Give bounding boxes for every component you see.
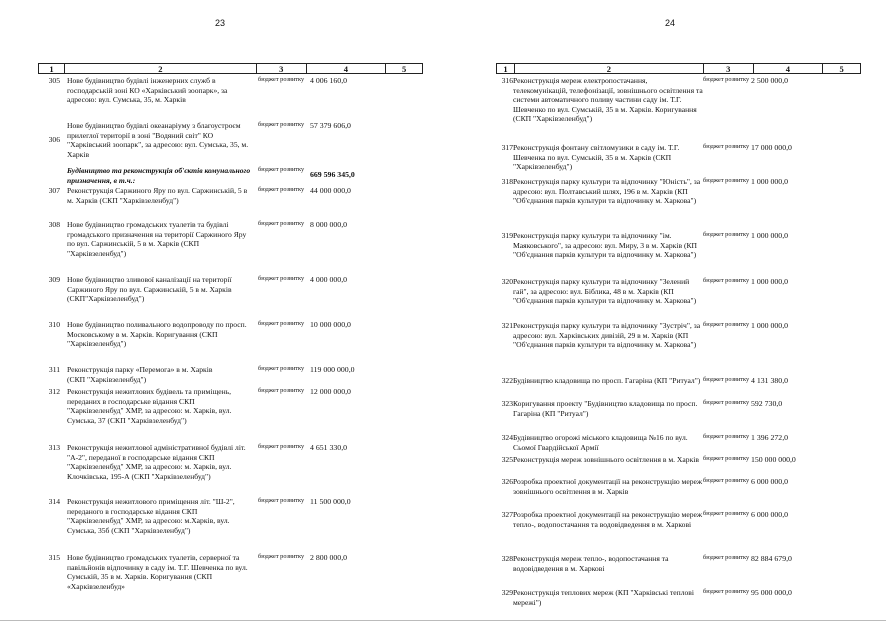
row-source: бюджет розвитку — [703, 321, 750, 328]
header-col-1: 1 — [497, 64, 515, 73]
row-source: бюджет розвитку — [258, 497, 305, 504]
row-amount: 6 000 000,0 — [751, 510, 789, 519]
row-description: Реконструкція парку культури та відпочинку "Зустріч", за адресою: вул. Харківських дивізій, 29 в м. Харків (КП "Об'єднання парків культури та відпочинку м. Харкова") — [513, 321, 701, 350]
page-number: 24 — [665, 18, 676, 28]
scan-edge-divider — [0, 620, 886, 621]
row-description: Реконструкція Саржиного Яру по вул. Саржинській, 5 в м. Харків (СКП "Харківзеленбуд") — [67, 186, 248, 205]
row-amount: 12 000 000,0 — [310, 387, 351, 396]
header-col-5: 5 — [839, 64, 844, 74]
row-number: 323 — [501, 399, 513, 408]
row-number: 313 — [48, 443, 60, 452]
row-amount: 592 730,0 — [751, 399, 783, 408]
row-number: 316 — [501, 76, 513, 85]
row-source: бюджет розвитку — [258, 275, 305, 282]
row-number: 315 — [48, 553, 60, 562]
row-amount: 150 000 000,0 — [751, 455, 796, 464]
row-number: 321 — [501, 321, 513, 330]
header-col-4: 4 — [754, 64, 824, 73]
row-source: бюджет розвитку — [703, 376, 750, 383]
row-amount: 1 000 000,0 — [751, 277, 789, 286]
row-source: бюджет розвитку — [703, 277, 750, 284]
row-amount: 1 000 000,0 — [751, 231, 789, 240]
row-amount: 119 000 000,0 — [310, 365, 355, 374]
row-description: Реконструкція фонтану світломузики в саду ім. Т.Г. Шевченка по вул. Сумській, 35 в м. Харків (СКП "Харківзеленбуд") — [513, 143, 680, 172]
row-source: бюджет розвитку — [703, 177, 750, 184]
row-description: Нове будівництво громадських туалетів, серверної та павільйонів відпочинку в саду ім. Т.Г. Шевченка по вул. Сумській, 35 в м. Харків. Коригування (СКП «Харківзеленбуд» — [67, 553, 248, 591]
row-description: Реконструкція парку культури та відпочинку "ім. Маяковського", за адресою: вул. Миру, 3 в м. Харків (КП "Об'єднання парків культури та відпочинку м. Харкова") — [513, 231, 698, 260]
row-source: бюджет розвитку — [258, 121, 305, 128]
header-col-2: 2 — [65, 64, 257, 73]
header-col-1: 1 — [39, 64, 65, 73]
row-amount: 4 006 160,0 — [310, 76, 348, 85]
row-source: бюджет розвитку — [703, 399, 750, 406]
row-number: 307 — [48, 186, 60, 195]
row-amount: 44 000 000,0 — [310, 186, 351, 195]
row-description: Будівництво огорожі міського кладовища №16 по вул. Сьомої Гвардійської Армії — [513, 433, 688, 452]
row-source: бюджет розвитку — [258, 76, 305, 83]
row-source: бюджет розвитку — [703, 143, 750, 150]
row-amount: 10 000 000,0 — [310, 320, 351, 329]
header-col-3: 3 — [704, 64, 754, 73]
row-number: 305 — [48, 76, 60, 85]
row-description: Розробка проектної документації на реконструкцію мереж зовнішнього освітлення в м. Харків — [513, 477, 703, 496]
row-number: 322 — [501, 376, 513, 385]
row-source: бюджет розвитку — [703, 477, 750, 484]
row-source: бюджет розвитку — [258, 365, 305, 372]
row-source: бюджет розвитку — [703, 455, 750, 462]
row-amount: 17 000 000,0 — [751, 143, 792, 152]
right-page — [443, 0, 886, 625]
row-number: 326 — [501, 477, 513, 486]
row-description: Нове будівництво будівлі океанаріуму з благоустроєм прилеглої території в зоні "Водяний світ" КО "Харківський зоопарк", за адресою: вул. Сумська, 35, м. Харків — [67, 121, 249, 159]
row-description: Реконструкція парку «Перемога» в м. Харків (СКП "Харківзеленбуд") — [67, 365, 213, 384]
row-description: Реконструкція нежитлової адміністративної будівлі літ. "А-2", переданої в господарське відання СКП "Харківзеленбуд" ХМР, за адресою: м. Харків, вул. Клочківська, 195-А (СКП "Харківзеленбуд") — [67, 443, 246, 481]
row-amount: 2 800 000,0 — [310, 553, 348, 562]
row-description: Реконструкція нежитлових будівель та приміщень, переданих в господарське відання СКП "Харківзеленбуд" ХМР, за адресою: м. Харків, вул. Сумська, 37 (СКП "Харківзеленбуд") — [67, 387, 232, 425]
row-source: бюджет розвитку — [258, 320, 305, 327]
row-amount: 2 500 000,0 — [751, 76, 789, 85]
row-description: Реконструкція мереж тепло-, водопостачання та водовідведення в м. Харкові — [513, 554, 669, 573]
row-source: бюджет розвитку — [703, 510, 750, 517]
row-description: Нове будівництво поливального водопроводу по просп. Московському в м. Харків. Коригування (СКП "Харківзеленбуд") — [67, 320, 247, 349]
row-description: Реконструкція парку культури та відпочинку "Юність", за адресою: вул. Полтавський шлях, 196 в м. Харків (КП "Об'єднання парків культури та відпочинку м. Харкова") — [513, 177, 701, 206]
row-source: бюджет розвитку — [258, 443, 305, 450]
row-number: 319 — [501, 231, 513, 240]
row-amount: 1 000 000,0 — [751, 177, 789, 186]
row-amount: 1 000 000,0 — [751, 321, 789, 330]
page-number: 23 — [215, 18, 226, 28]
row-amount: 669 596 345,0 — [310, 170, 355, 179]
row-source: бюджет розвитку — [703, 76, 750, 83]
row-description: Розробка проектної документації на реконструкцію мереж тепло-, водопостачання та водовідведення в м. Харкові — [513, 510, 703, 529]
row-source: бюджет розвитку — [258, 166, 305, 173]
row-source: бюджет розвитку — [703, 433, 750, 440]
row-description: Коригування проекту "Будівництво кладовища по просп. Гагаріна (КП "Ритуал") — [513, 399, 698, 418]
row-source: бюджет розвитку — [703, 231, 750, 238]
header-col-5: 5 — [401, 64, 407, 74]
row-source: бюджет розвитку — [258, 387, 305, 394]
row-number: 324 — [501, 433, 513, 442]
row-source: бюджет розвитку — [258, 186, 305, 193]
row-number: 318 — [501, 177, 513, 186]
row-description: Нове будівництво будівлі інженерних служб в господарській зоні КО «Харківський зоопарк», за адресою: вул. Сумська, 35, м. Харків — [67, 76, 228, 105]
header-col-4: 4 — [307, 64, 387, 73]
row-number: 310 — [48, 320, 60, 329]
row-amount: 95 000 000,0 — [751, 588, 792, 597]
table-header — [38, 63, 423, 74]
row-number: 312 — [48, 387, 60, 396]
row-description: Будівництво та реконструкція об'єктів комунального призначення, в т.ч.: — [67, 166, 251, 185]
row-source: бюджет розвитку — [703, 588, 750, 595]
row-amount: 4 651 330,0 — [310, 443, 348, 452]
row-number: 327 — [501, 510, 513, 519]
row-number: 309 — [48, 275, 60, 284]
header-col-2: 2 — [515, 64, 704, 73]
row-description: Реконструкція теплових мереж (КП "Харківські теплові мережі") — [513, 588, 694, 607]
row-number: 308 — [48, 220, 60, 229]
row-description: Реконструкція парку культури та відпочинку "Зелений гай", за адресою: вул. Біблика, 48 в м. Харків (КП "Об'єднання парків культури та відпочинку м. Харкова") — [513, 277, 697, 306]
row-number: 329 — [501, 588, 513, 597]
row-source: бюджет розвитку — [258, 220, 305, 227]
row-description: Реконструкція мереж електропостачання, телекомунікацій, телефонізації, зовнішнього освітлення та системи автоматичного поливу частини саду ім. Т.Г. Шевченко по вул. Сумській, 35 в м. Харків. Коригування (СКП "Харківзеленбуд") — [513, 76, 703, 124]
row-description: Реконструкція нежитлового приміщення літ. "Ш-2", переданого в господарське відання СКП "Харківзеленбуд" ХМР, за адресою: м.Харків, вул. Сумська, 35б (СКП "Харківзеленбуд") — [67, 497, 235, 535]
row-amount: 57 379 606,0 — [310, 121, 351, 130]
header-col-3: 3 — [257, 64, 307, 73]
row-amount: 8 000 000,0 — [310, 220, 348, 229]
row-number: 328 — [501, 554, 513, 563]
row-description: Нове будівництво громадських туалетів та будівлі громадського призначення на території Саржиного Яру по вул. Саржинській, 5 в м. Харків (СКП "Харківзеленбуд") — [67, 220, 247, 258]
row-number: 306 — [48, 135, 60, 144]
row-number: 317 — [501, 143, 513, 152]
row-number: 325 — [501, 455, 513, 464]
row-description: Реконструкція мереж зовнішнього освітлення в м. Харків — [513, 455, 699, 464]
row-description: Нове будівництво зливової каналізації на території Саржиного Яру по вул. Саржинській, 5 в м. Харків (СКП"Харківзеленбуд") — [67, 275, 232, 304]
row-number: 311 — [48, 365, 60, 374]
row-amount: 6 000 000,0 — [751, 477, 789, 486]
row-number: 314 — [48, 497, 60, 506]
row-source: бюджет розвитку — [703, 554, 750, 561]
table-header — [496, 63, 861, 74]
row-number: 320 — [501, 277, 513, 286]
row-amount: 4 000 000,0 — [310, 275, 348, 284]
row-amount: 1 396 272,0 — [751, 433, 789, 442]
row-source: бюджет розвитку — [258, 553, 305, 560]
row-amount: 4 131 380,0 — [751, 376, 789, 385]
row-amount: 11 500 000,0 — [310, 497, 351, 506]
row-amount: 82 884 679,0 — [751, 554, 792, 563]
row-description: Будівництво кладовища по просп. Гагаріна (КП "Ритуал") — [513, 376, 701, 385]
